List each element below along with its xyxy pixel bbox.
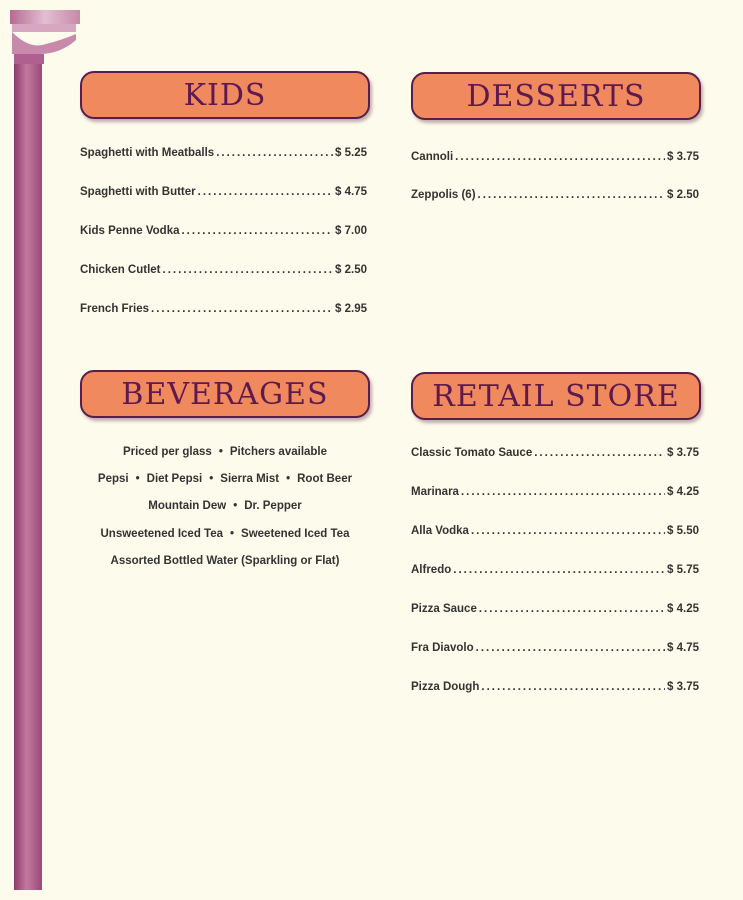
item-name: French Fries bbox=[80, 303, 150, 315]
beverage-line bbox=[80, 473, 370, 485]
menu-item bbox=[411, 564, 699, 576]
leader-dots bbox=[151, 303, 333, 315]
beverages-title: BEVERAGES bbox=[121, 376, 329, 412]
retail-banner bbox=[411, 372, 701, 420]
item-name: Alfredo bbox=[411, 564, 452, 576]
beverage-text: Diet Pepsi bbox=[146, 473, 203, 485]
menu-item bbox=[411, 603, 699, 615]
bullet-separator: • bbox=[135, 473, 140, 485]
item-price: $ 2.50 bbox=[335, 264, 367, 276]
leader-dots bbox=[455, 151, 665, 163]
item-price: $ 2.95 bbox=[335, 303, 367, 315]
item-name: Alla Vodka bbox=[411, 525, 469, 537]
bullet-separator: • bbox=[230, 528, 235, 540]
item-name: Kids Penne Vodka bbox=[80, 225, 180, 237]
item-price: $ 4.25 bbox=[667, 603, 699, 615]
beverage-text: Sweetened Iced Tea bbox=[241, 528, 350, 540]
leader-dots bbox=[198, 186, 333, 198]
item-price: $ 4.25 bbox=[667, 486, 699, 498]
beverage-text: Dr. Pepper bbox=[244, 500, 302, 512]
retail-title: RETAIL STORE bbox=[432, 378, 680, 414]
leader-dots bbox=[163, 264, 334, 276]
item-price: $ 4.75 bbox=[667, 642, 699, 654]
menu-item bbox=[80, 186, 367, 198]
item-price: $ 3.75 bbox=[667, 151, 699, 163]
leader-dots bbox=[481, 681, 665, 693]
item-price: $ 3.75 bbox=[667, 681, 699, 693]
item-name: Fra Diavolo bbox=[411, 642, 474, 654]
beverage-text: Sierra Mist bbox=[220, 473, 280, 485]
beverage-text: Priced per glass bbox=[122, 446, 212, 458]
item-name: Spaghetti with Butter bbox=[80, 186, 196, 198]
item-price: $ 5.50 bbox=[667, 525, 699, 537]
menu-item bbox=[411, 642, 699, 654]
beverage-text: Pitchers available bbox=[229, 446, 328, 458]
menu-item bbox=[80, 303, 367, 315]
menu-item bbox=[80, 147, 367, 159]
bullet-separator: • bbox=[286, 473, 291, 485]
menu-item bbox=[411, 525, 699, 537]
item-name: Cannoli bbox=[411, 151, 454, 163]
beverage-text: Assorted Bottled Water (Sparkling or Flat) bbox=[110, 555, 340, 567]
leader-dots bbox=[181, 225, 333, 237]
item-name: Chicken Cutlet bbox=[80, 264, 161, 276]
beverage-line bbox=[80, 500, 370, 512]
beverage-text: Root Beer bbox=[297, 473, 353, 485]
item-name: Zeppolis (6) bbox=[411, 189, 476, 201]
menu-item bbox=[411, 447, 699, 459]
bullet-separator: • bbox=[209, 473, 214, 485]
leader-dots bbox=[476, 642, 665, 654]
item-name: Classic Tomato Sauce bbox=[411, 447, 533, 459]
beverage-line bbox=[80, 446, 370, 458]
leader-dots bbox=[478, 189, 665, 201]
item-name: Pizza Dough bbox=[411, 681, 480, 693]
menu-item bbox=[411, 486, 699, 498]
menu-item bbox=[411, 681, 699, 693]
leader-dots bbox=[461, 486, 665, 498]
item-name: Pizza Sauce bbox=[411, 603, 477, 615]
leader-dots bbox=[471, 525, 665, 537]
leader-dots bbox=[453, 564, 665, 576]
menu-item bbox=[411, 151, 699, 163]
beverage-line bbox=[80, 528, 370, 540]
item-price: $ 4.75 bbox=[335, 186, 367, 198]
item-name: Marinara bbox=[411, 486, 459, 498]
kids-title: KIDS bbox=[183, 77, 267, 113]
bullet-separator: • bbox=[233, 500, 238, 512]
beverage-text: Unsweetened Iced Tea bbox=[100, 528, 223, 540]
item-price: $ 3.75 bbox=[667, 447, 699, 459]
item-price: $ 7.00 bbox=[335, 225, 367, 237]
beverage-text: Mountain Dew bbox=[148, 500, 227, 512]
beverage-text: Pepsi bbox=[97, 473, 129, 485]
beverage-line bbox=[80, 555, 370, 567]
decorative-column bbox=[10, 10, 82, 890]
desserts-title: DESSERTS bbox=[466, 78, 646, 114]
leader-dots bbox=[479, 603, 665, 615]
item-price: $ 2.50 bbox=[667, 189, 699, 201]
leader-dots bbox=[216, 147, 333, 159]
menu-item bbox=[411, 189, 699, 201]
desserts-banner bbox=[411, 72, 701, 120]
menu-item bbox=[80, 225, 367, 237]
item-price: $ 5.75 bbox=[667, 564, 699, 576]
item-price: $ 5.25 bbox=[335, 147, 367, 159]
beverages-banner bbox=[80, 370, 370, 418]
item-name: Spaghetti with Meatballs bbox=[80, 147, 215, 159]
menu-item bbox=[80, 264, 367, 276]
bullet-separator: • bbox=[218, 446, 223, 458]
leader-dots bbox=[534, 447, 665, 459]
kids-banner bbox=[80, 71, 370, 119]
